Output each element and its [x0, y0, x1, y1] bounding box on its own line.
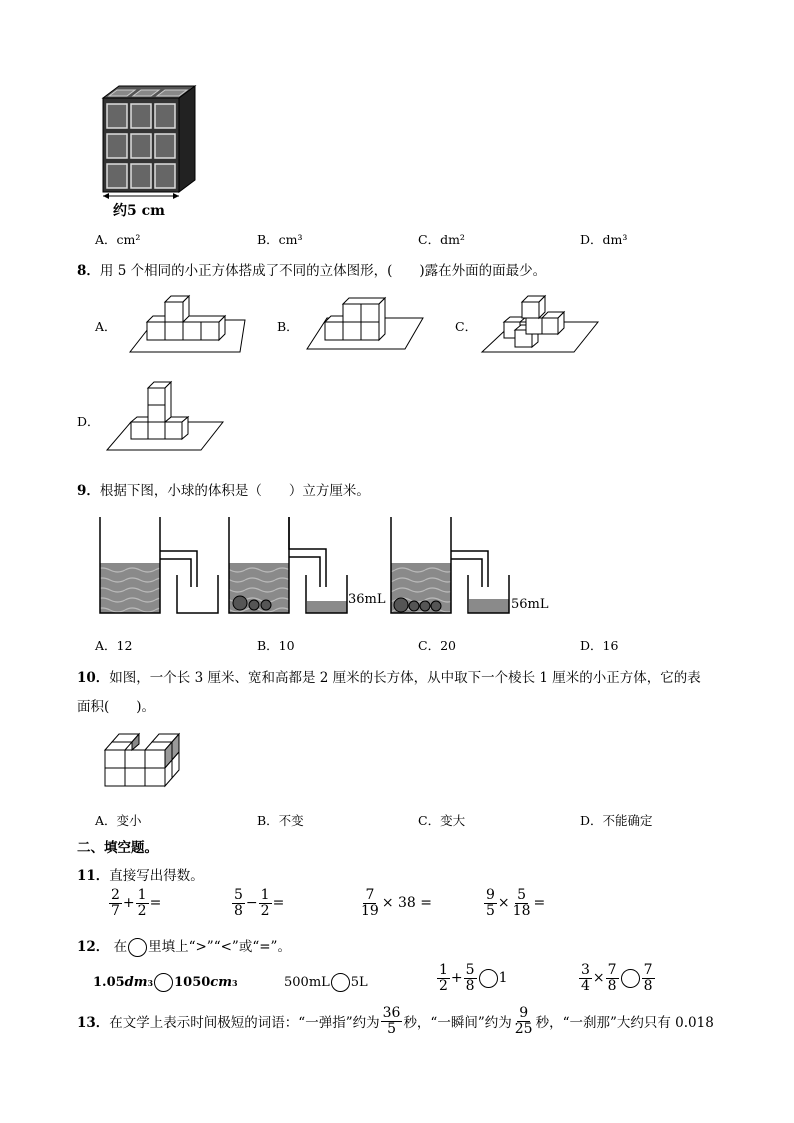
- compare-circle-4[interactable]: [621, 969, 640, 988]
- q9-option-b[interactable]: B．10: [257, 638, 295, 653]
- shape-c-figure: [478, 292, 603, 358]
- rubiks-cube-figure: [95, 82, 205, 217]
- q9-question: [77, 479, 370, 499]
- compare-circle-3[interactable]: [479, 969, 498, 988]
- q11-item-4: $\frac{9}{5}$ × $\frac{5}{18}$ =: [486, 887, 546, 919]
- q10-text-2: 面积( )。: [77, 699, 156, 715]
- q11-item-3: $\frac{7}{19}$ × 38 =: [361, 887, 433, 919]
- q8-option-c[interactable]: C．: [455, 319, 478, 334]
- q9-number: 9．: [77, 483, 100, 499]
- q11-number: 11．: [77, 868, 110, 884]
- q7-option-b[interactable]: B．cm³: [257, 232, 303, 247]
- q8-option-d[interactable]: D．: [77, 414, 100, 429]
- q12-number: 12．: [77, 939, 110, 955]
- q13-question: 13． 在文学上表示时间极短的词语：“一弹指”约为 $\frac{36}{5}$ 秒，“一瞬间”约为 $\frac{9}{25}$ 秒，“一刹那”大约只有 0.018: [77, 1005, 714, 1037]
- q12-item-3: $\frac{1}{2}$ + $\frac{5}{8}$ 1: [439, 962, 508, 994]
- shape-a-figure: [125, 294, 250, 356]
- q10-option-d[interactable]: D．不能确定: [580, 813, 653, 828]
- q11-item-1: $\frac{2}{7}$ + $\frac{1}{2}$ =: [111, 887, 162, 919]
- overflow-beakers-figure: [95, 515, 555, 619]
- q11-item-2: $\frac{5}{8}$ − $\frac{1}{2}$ =: [234, 887, 285, 919]
- q8-option-a[interactable]: A．: [95, 319, 117, 334]
- q7-option-d[interactable]: D．dm³: [580, 232, 628, 247]
- q10-option-a[interactable]: A．变小: [95, 813, 142, 828]
- section-2-title: 二、填空题。: [77, 840, 158, 856]
- compare-circle-1[interactable]: [154, 973, 173, 992]
- q8-option-b[interactable]: B．: [277, 319, 299, 334]
- compare-circle-2[interactable]: [331, 973, 350, 992]
- q11-text: 直接写出得数。: [109, 868, 204, 884]
- q12-question: 12． 在 里填上“>”“<”或“=”。: [77, 939, 291, 955]
- q9-option-c[interactable]: C．20: [418, 638, 456, 653]
- q12-item-4: $\frac{3}{4}$ × $\frac{7}{8}$ $\frac{7}{8}$: [581, 962, 653, 994]
- shape-d-figure: [105, 374, 225, 454]
- shape-b-figure: [305, 294, 425, 356]
- q9-text: 根据下图，小球的体积是（ ）立方厘米。: [99, 483, 370, 499]
- q7-option-c[interactable]: C．dm²: [418, 232, 465, 247]
- q8-text: 用 5 个相同的小正方体搭成了不同的立体图形，( )露在外面的面最少。: [99, 263, 547, 279]
- q10-text-1: 如图，一个长 3 厘米、宽和高都是 2 厘米的长方体，从中取下一个棱长 1 厘米的小正方体，它的表: [109, 670, 701, 686]
- beaker-label-36ml: 36mL: [348, 592, 386, 607]
- q10-question-line1: [77, 666, 701, 686]
- q8-question: [77, 259, 546, 279]
- q7-option-a[interactable]: A．cm²: [95, 232, 141, 247]
- cuboid-figure: [100, 730, 185, 792]
- q10-number: 10．: [77, 670, 110, 686]
- q10-option-b[interactable]: B．不变: [257, 813, 304, 828]
- q9-option-d[interactable]: D．16: [580, 638, 619, 653]
- q12-item-1: 1.05 dm 3 1050 cm 3: [93, 975, 238, 990]
- q12-item-2: 500mL 5L: [284, 975, 368, 990]
- blank-circle-icon: [128, 938, 147, 957]
- cube-size-label: 约5 cm: [113, 203, 165, 219]
- q8-number: 8．: [77, 263, 100, 279]
- q11-question: [77, 864, 204, 884]
- q9-option-a[interactable]: A．12: [95, 638, 133, 653]
- beaker-label-56ml: 56mL: [511, 597, 549, 612]
- q10-option-c[interactable]: C．变大: [418, 813, 466, 828]
- q13-number: 13．: [77, 1015, 110, 1032]
